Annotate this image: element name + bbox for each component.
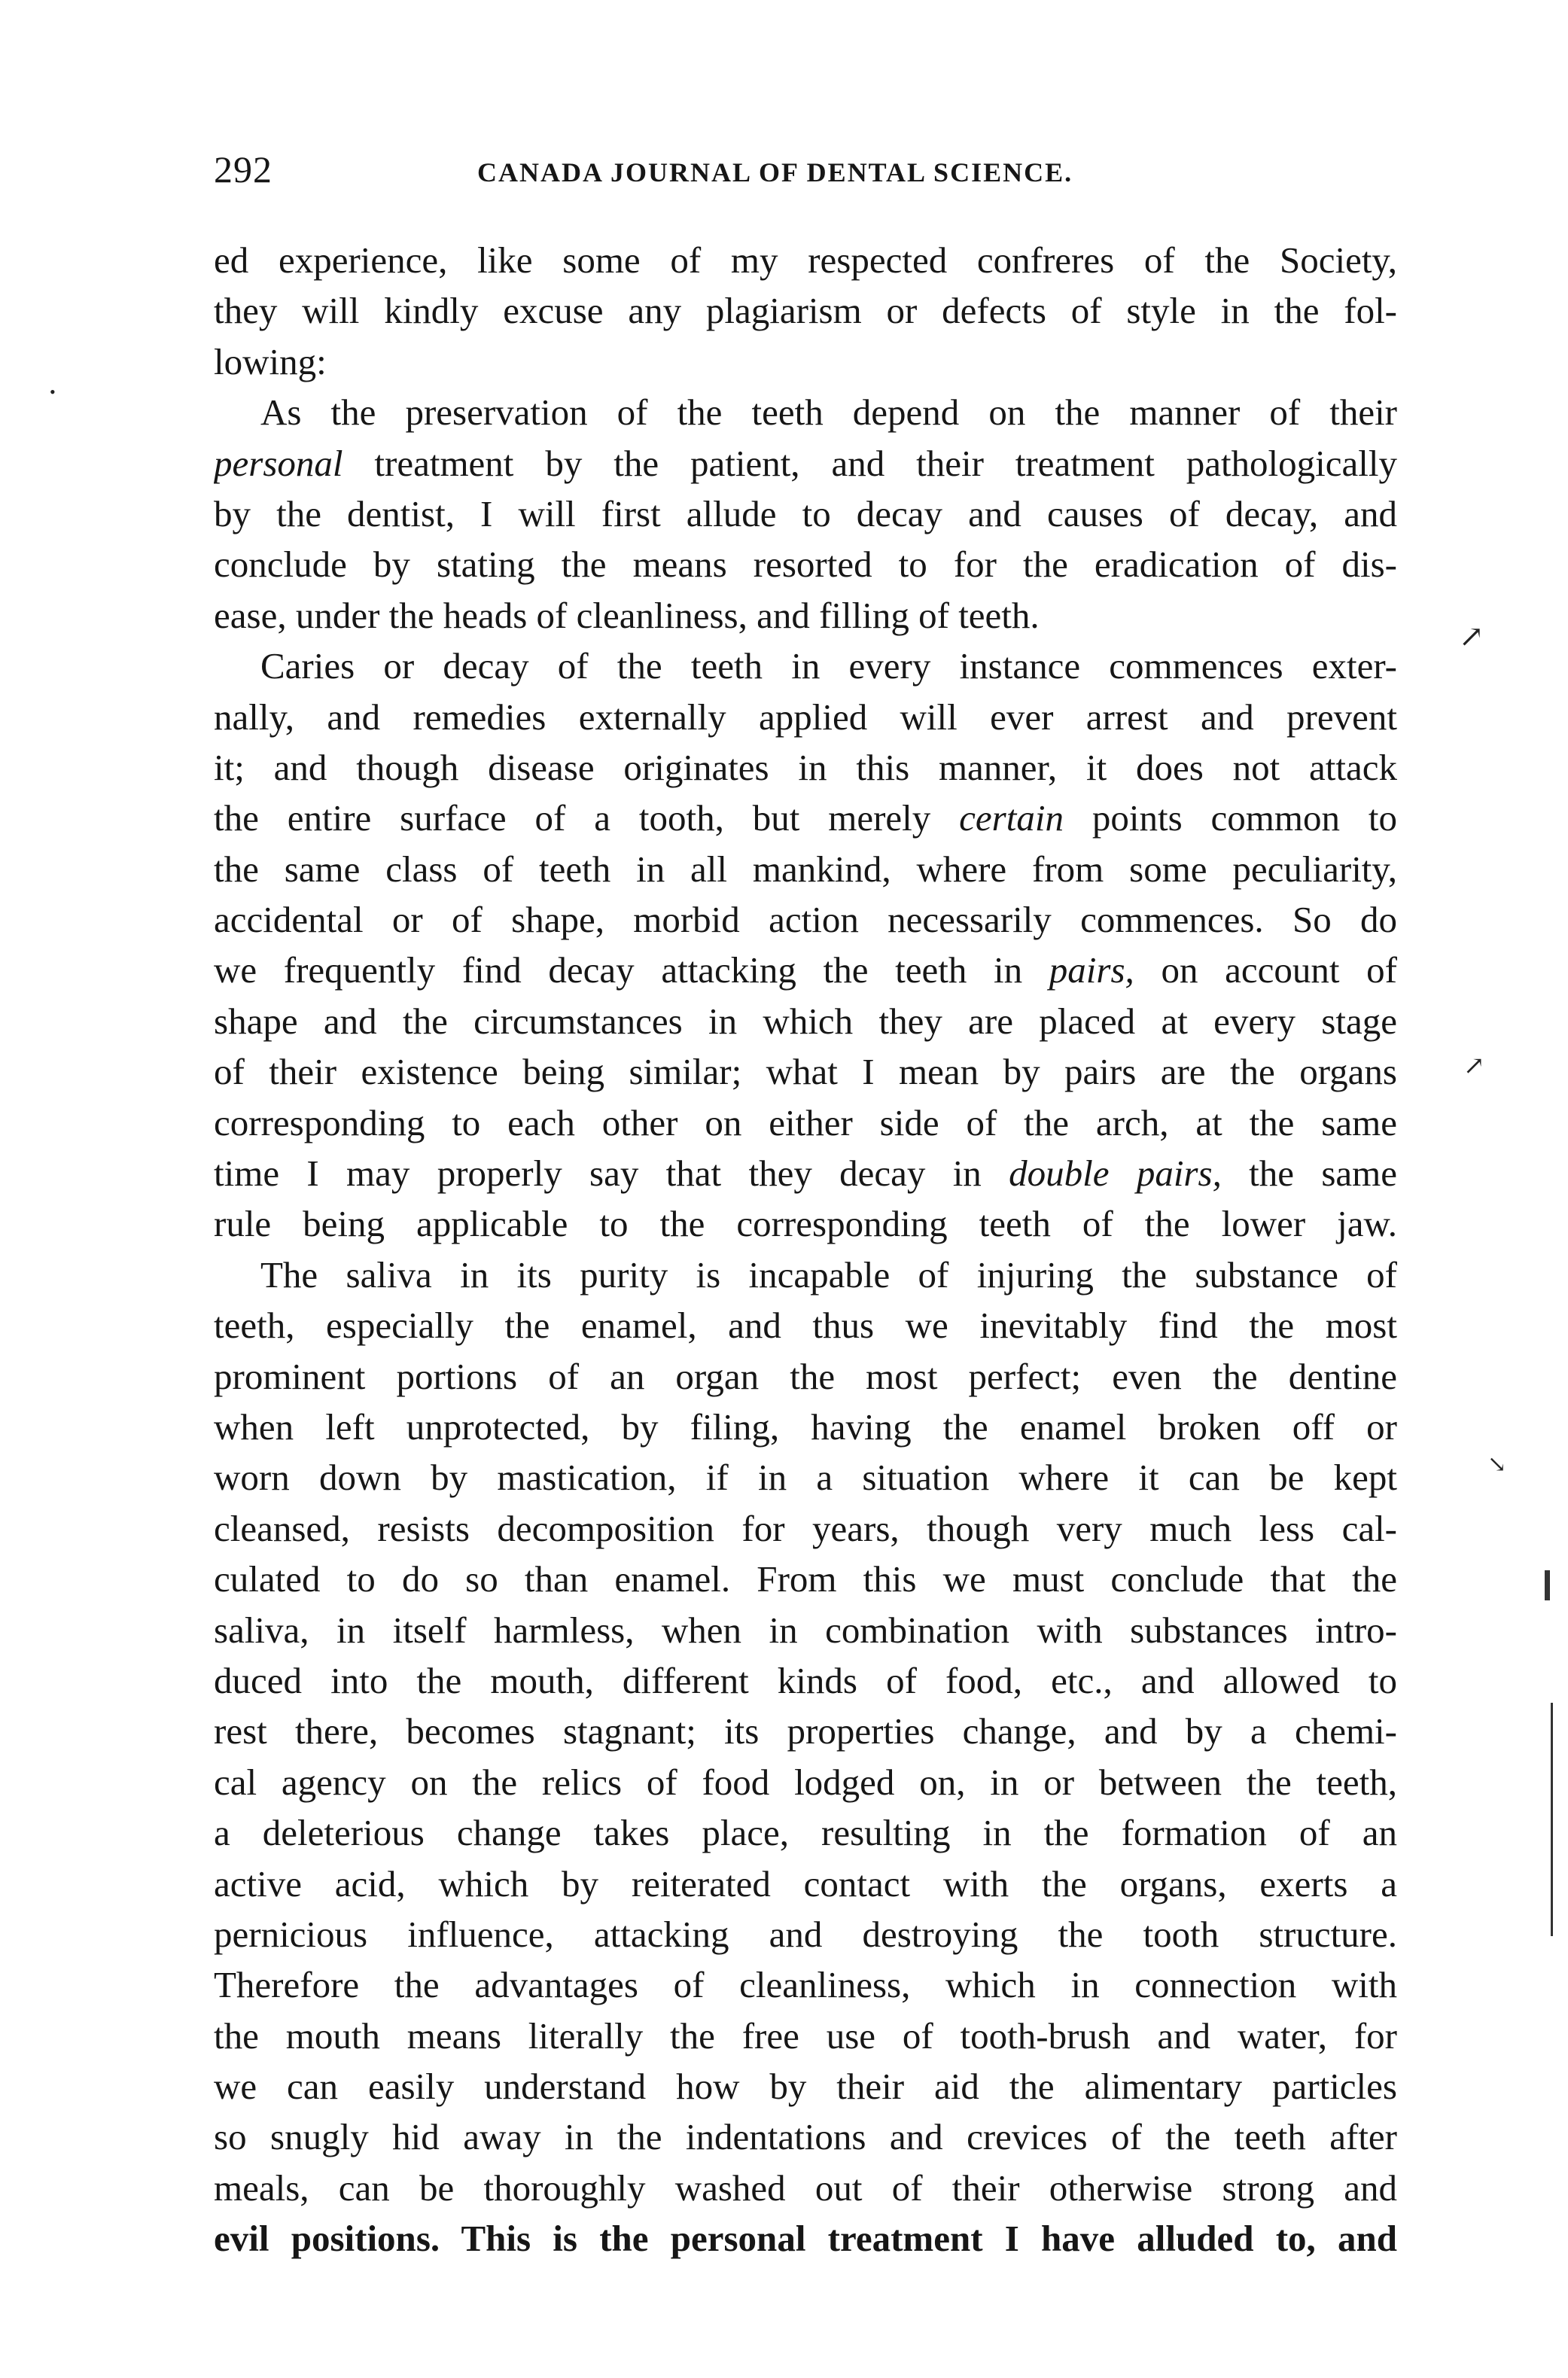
text-line: meals, can be thoroughly washed out of their otherwise strong and [214, 2166, 1397, 2209]
journal-title: CANADA JOURNAL OF DENTAL SCIENCE. [477, 157, 1073, 187]
text-line: evil positions. This is the personal treatment I have alluded to, and [214, 2218, 1397, 2260]
page-number: 292 [214, 148, 272, 190]
paragraph-start: Caries or decay of the teeth in every instance commences exter- [260, 645, 1397, 687]
text-line: cal agency on the relics of food lodged on, in or between the teeth, [214, 1761, 1397, 1803]
text-line: we can easily understand how by their aid the alimentary particles [214, 2066, 1397, 2108]
text-line: saliva, in itself harmless, when in combination with substances intro- [214, 1609, 1397, 1651]
text-line: Therefore the advantages of cleanliness, which in connection with [214, 1964, 1397, 2006]
text-line: they will kindly excuse any plagiarism or defects of style in the fol- [214, 290, 1397, 332]
italic-word: double pairs, [1009, 1152, 1222, 1195]
italic-word: certain [959, 797, 1064, 839]
scan-speck: • [50, 382, 56, 401]
text-line: it; and though disease originates in this manner, it does not attack [214, 746, 1397, 788]
text-line: by the dentist, I will first allude to decay and causes of decay, and [214, 492, 1397, 534]
scan-speck: ↘ [1487, 1452, 1507, 1477]
text-line: nally, and remedies externally applied will ever arrest and prevent [214, 696, 1397, 738]
text-line: personal treatment by the patient, and their treatment pathologically [214, 442, 1397, 484]
text-line: rule being applicable to the corresponding teeth of the lower jaw. [214, 1203, 1397, 1245]
text-line: active acid, which by reiterated contact with the organs, exerts a [214, 1862, 1397, 1905]
paragraph-start: The saliva in its purity is incapable of injuring the substance of [260, 1253, 1397, 1296]
scan-edge-mark [1551, 1703, 1553, 1936]
text-line: conclude by stating the means resorted to for the eradication of dis- [214, 543, 1397, 586]
text-line: prominent portions of an organ the most perfect; even the dentine [214, 1355, 1397, 1397]
text-line: the entire surface of a tooth, but merely certain points common to [214, 797, 1397, 839]
italic-word: pairs, [1049, 949, 1134, 991]
body-text [214, 235, 1397, 2264]
text-line: pernicious influence, attacking and destroying the tooth structure. [214, 1913, 1397, 1955]
text-line: the same class of teeth in all mankind, where from some peculiarity, [214, 848, 1397, 890]
scan-speck: ↗ [1459, 620, 1484, 653]
italic-word: personal [214, 442, 343, 484]
text-line: of their existence being similar; what I mean by pairs are the organs [214, 1051, 1397, 1093]
text-line: lowing: [214, 340, 327, 382]
text-line: duced into the mouth, different kinds of food, etc., and allowed to [214, 1659, 1397, 1701]
text-line: rest there, becomes stagnant; its properties change, and by a chemi- [214, 1710, 1397, 1752]
text-line: accidental or of shape, morbid action necessarily commences. So do [214, 899, 1397, 941]
text-line: teeth, especially the enamel, and thus we inevitably find the most [214, 1305, 1397, 1347]
text-line: time I may properly say that they decay in double pairs, the same [214, 1152, 1397, 1195]
paragraph-start: As the preservation of the teeth depend on the manner of their [260, 391, 1397, 434]
text-line: corresponding to each other on either side of the arch, at the same [214, 1101, 1397, 1143]
text-line: the mouth means literally the free use of tooth-brush and water, for [214, 2014, 1397, 2057]
text-line: cleansed, resists decomposition for years, though very much less cal- [214, 1507, 1397, 1549]
scan-edge-mark [1545, 1570, 1550, 1600]
text-line: a deleterious change takes place, resulting in the formation of an [214, 1812, 1397, 1854]
text-line: shape and the circumstances in which they are placed at every stage [214, 1000, 1397, 1042]
text-line: ed experience, like some of my respected confreres of the Society, [214, 239, 1397, 281]
text-line: so snugly hid away in the indentations and crevices of the teeth after [214, 2116, 1397, 2158]
running-head [214, 148, 1396, 200]
text-line: we frequently find decay attacking the teeth in pairs, on account of [214, 949, 1397, 991]
text-line: ease, under the heads of cleanliness, and filling of teeth. [214, 594, 1040, 636]
text-line: culated to do so than enamel. From this we must conclude that the [214, 1558, 1397, 1600]
text-line: worn down by mastication, if in a situation where it can be kept [214, 1457, 1397, 1499]
text-line: when left unprotected, by filing, having the enamel broken off or [214, 1405, 1397, 1448]
scan-speck: ↗ [1463, 1052, 1485, 1080]
